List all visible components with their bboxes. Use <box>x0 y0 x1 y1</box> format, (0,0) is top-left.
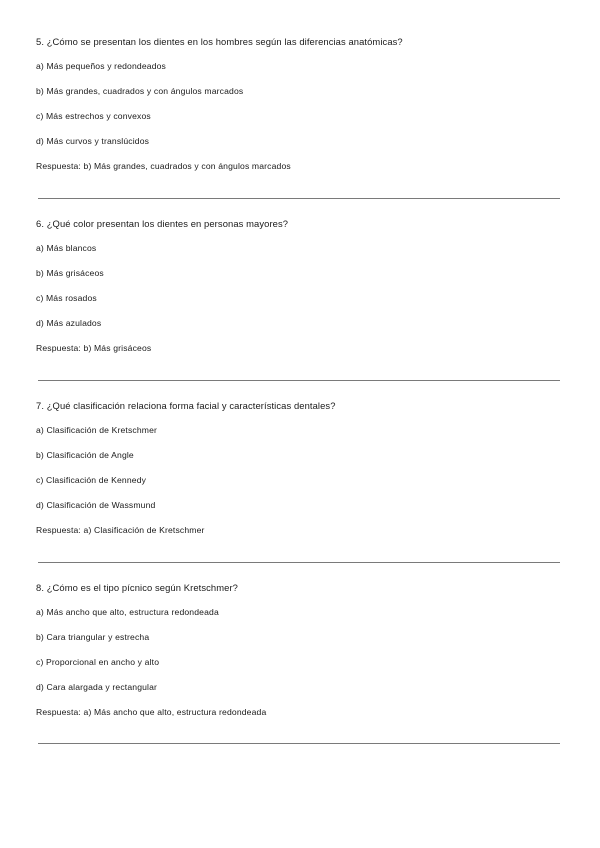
divider-line <box>38 743 560 744</box>
question-title: 8. ¿Cómo es el tipo pícnico según Kretschmer? <box>36 582 238 593</box>
option-b: b) Más grisáceos <box>36 268 104 278</box>
option-c: c) Proporcional en ancho y alto <box>36 657 160 667</box>
option-d: d) Más curvos y translúcidos <box>36 136 150 146</box>
option-c: c) Clasificación de Kennedy <box>36 475 147 485</box>
question-block-8 <box>36 582 560 718</box>
option-c: c) Más estrechos y convexos <box>36 111 151 121</box>
option-b: b) Clasificación de Angle <box>36 450 134 460</box>
option-a: a) Clasificación de Kretschmer <box>36 425 158 435</box>
question-title: 7. ¿Qué clasificación relaciona forma facial y características dentales? <box>36 400 336 411</box>
option-d: d) Clasificación de Wassmund <box>36 500 156 510</box>
option-d: d) Más azulados <box>36 318 102 328</box>
divider-line <box>38 562 560 563</box>
answer-text: Respuesta: a) Clasificación de Kretschmer <box>36 525 205 535</box>
option-a: a) Más ancho que alto, estructura redondeada <box>36 607 219 617</box>
option-d: d) Cara alargada y rectangular <box>36 682 158 692</box>
question-title: 5. ¿Cómo se presentan los dientes en los hombres según las diferencias anatómicas? <box>36 36 403 47</box>
question-title: 6. ¿Qué color presentan los dientes en personas mayores? <box>36 218 289 229</box>
answer-text: Respuesta: b) Más grandes, cuadrados y con ángulos marcados <box>36 161 291 171</box>
option-b: b) Más grandes, cuadrados y con ángulos marcados <box>36 86 244 96</box>
answer-text: Respuesta: b) Más grisáceos <box>36 343 152 353</box>
divider-line <box>38 198 560 199</box>
question-block-6 <box>36 218 560 354</box>
option-a: a) Más pequeños y redondeados <box>36 61 166 71</box>
option-b: b) Cara triangular y estrecha <box>36 632 150 642</box>
option-a: a) Más blancos <box>36 243 97 253</box>
question-block-5 <box>36 36 560 172</box>
answer-text: Respuesta: a) Más ancho que alto, estructura redondeada <box>36 707 267 717</box>
question-block-7 <box>36 400 560 536</box>
divider-line <box>38 380 560 381</box>
option-c: c) Más rosados <box>36 293 97 303</box>
